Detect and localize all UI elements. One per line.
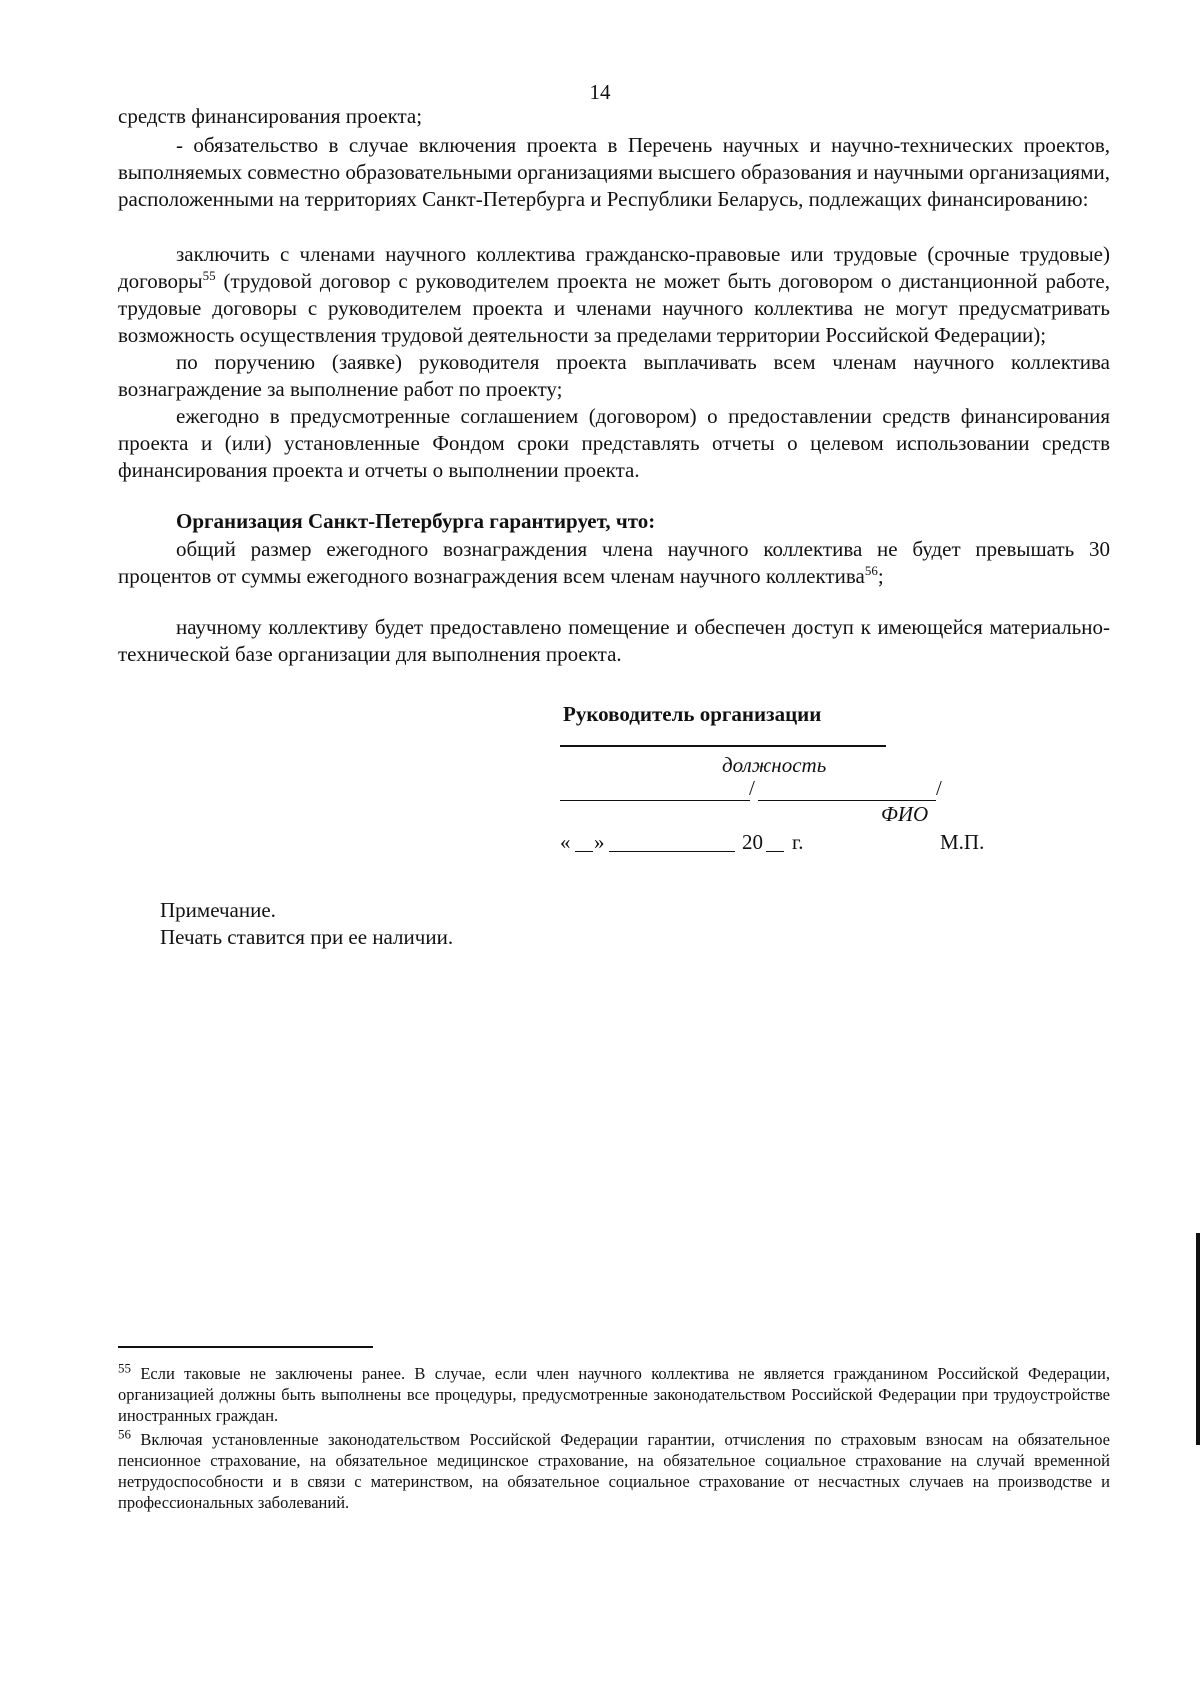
footnote-55 (118, 1360, 1110, 1426)
footnote-56-number: 56 (118, 1426, 131, 1442)
footnote-55-text: Если таковые не заключены ранее. В случае, если член научного коллектива не является гражданином Российской Федерации, организацией должны быть выполнены все процедуры, предусмотренные законодательством Российской Федерации при трудоустройстве иностранных граждан. (118, 1364, 1110, 1425)
item-contracts-text-b: (трудовой договор с руководителем проекта не может быть договором о дистанционной работе, трудовые договоры с руководителем проекта и членами научного коллектива не могут предусматривать возможность осуществления трудовой деятельности за пределами территории Российской Федерации); (118, 269, 1110, 347)
item-contracts (118, 241, 1110, 349)
signature-title: Руководитель организации (563, 702, 822, 726)
date-year-prefix: 20 (742, 830, 763, 854)
obligation-paragraph: - обязательство в случае включения проекта в Перечень научных и научно-технических проектов, выполняемых совместно образовательными организациями высшего образования и научными организациями, расположенными на территориях Санкт-Петербурга и Республики Беларусь, подлежащих финансированию: (118, 133, 1110, 211)
position-signature-line (560, 745, 886, 747)
footnote-55-number: 55 (118, 1360, 131, 1376)
date-year-line (766, 851, 784, 852)
fio-line (758, 800, 936, 801)
note-label: Примечание. (160, 898, 276, 922)
note-text: Печать ставится при ее наличии. (160, 925, 454, 949)
item-remuneration: по поручению (заявке) руководителя проекта выплачивать всем членам научного коллектива вознаграждение за выполнение работ по проекту; (118, 350, 1110, 401)
guarantee-item1-text-b: ; (877, 564, 884, 588)
date-day-line (575, 851, 593, 852)
date-quote-open: « (560, 830, 571, 854)
seal-mark: М.П. (940, 830, 985, 854)
footnote-56-text: Включая установленные законодательством Российской Федерации гарантии, отчисления по страховым взносам на обязательное пенсионное страхование, на обязательное медицинское страхование, на обязательное социальное страхование на случай временной нетрудоспособности и в связи с материнством, на обязательное социальное страхование от несчастных случаев на производстве и профессиональных заболеваний. (118, 1430, 1110, 1512)
guarantee-heading: Организация Санкт-Петербурга гарантирует, что: (176, 509, 656, 533)
guarantee-item1-text-a: общий размер ежегодного вознаграждения члена научного коллектива не будет превышать 30 процентов от суммы ежегодного вознаграждения всем членам научного коллектива (118, 537, 1110, 588)
item-reports: ежегодно в предусмотренные соглашением (договором) о предоставлении средств финансирования проекта и (или) установленные Фондом сроки представлять отчеты о целевом использовании средств финансирования проекта и отчеты о выполнении проекта. (118, 404, 1110, 482)
date-year-suffix: г. (792, 830, 804, 854)
fio-caption: ФИО (881, 802, 929, 826)
page-number: 14 (589, 80, 611, 104)
fio-slash: / (936, 776, 942, 800)
footnote-56 (118, 1426, 1110, 1513)
signature-slash: / (749, 776, 755, 800)
item-contracts-text-a: заключить с членами научного коллектива гражданско-правовые или трудовые (срочные трудовые) договоры (118, 242, 1110, 293)
date-quote-close: » (594, 830, 605, 854)
scan-edge-mark (1196, 1233, 1200, 1445)
position-caption: должность (722, 753, 827, 777)
continuation-line: средств финансирования проекта; (118, 104, 423, 128)
footnote-ref-56: 56 (864, 563, 878, 578)
date-month-line (609, 851, 735, 852)
guarantee-item-remuneration-limit (118, 536, 1110, 590)
signature-line (560, 800, 750, 801)
guarantee-item-premises: научному коллективу будет предоставлено помещение и обеспечен доступ к имеющейся материально-технической базе организации для выполнения проекта. (118, 615, 1110, 666)
footnote-ref-55: 55 (202, 268, 216, 283)
footnote-separator (118, 1346, 373, 1348)
